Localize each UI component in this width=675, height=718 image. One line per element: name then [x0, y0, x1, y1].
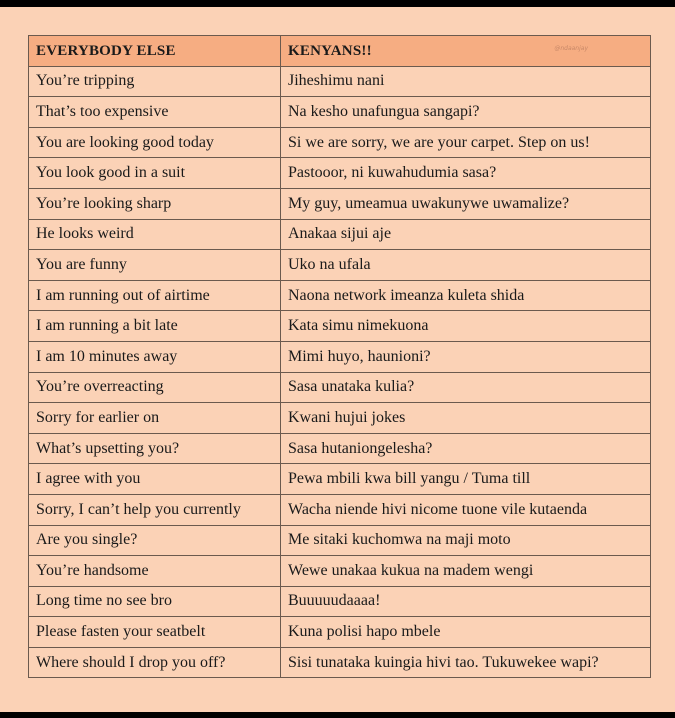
cell-everybody-else: Where should I drop you off? — [29, 647, 281, 678]
cell-everybody-else: Sorry for earlier on — [29, 403, 281, 434]
cell-kenyans: Kwani hujui jokes — [281, 403, 651, 434]
table-row — [29, 586, 651, 617]
cell-kenyans: Si we are sorry, we are your carpet. Step on us! — [281, 127, 651, 158]
cell-kenyans: Sasa unataka kulia? — [281, 372, 651, 403]
top-border — [0, 0, 675, 7]
cell-kenyans: Me sitaki kuchomwa na maji moto — [281, 525, 651, 556]
cell-kenyans: Sisi tunataka kuingia hivi tao. Tukuwekee wapi? — [281, 647, 651, 678]
header-everybody-else: EVERYBODY ELSE — [29, 36, 281, 67]
cell-kenyans: Kata simu nimekuona — [281, 311, 651, 342]
cell-kenyans: Anakaa sijui aje — [281, 219, 651, 250]
table-row — [29, 341, 651, 372]
cell-everybody-else: You’re tripping — [29, 66, 281, 97]
table-row — [29, 403, 651, 434]
table-row — [29, 464, 651, 495]
table-row — [29, 617, 651, 648]
cell-kenyans: Wacha niende hivi nicome tuone vile kutaenda — [281, 494, 651, 525]
table-row — [29, 433, 651, 464]
table-row — [29, 494, 651, 525]
table-row — [29, 311, 651, 342]
cell-kenyans: Uko na ufala — [281, 250, 651, 281]
cell-kenyans: My guy, umeamua uwakunywe uwamalize? — [281, 188, 651, 219]
table-row — [29, 556, 651, 587]
cell-everybody-else: I am running a bit late — [29, 311, 281, 342]
watermark: @ndaanjay — [554, 45, 588, 52]
cell-everybody-else: You’re looking sharp — [29, 188, 281, 219]
cell-everybody-else: I agree with you — [29, 464, 281, 495]
table-row — [29, 372, 651, 403]
table-row — [29, 219, 651, 250]
cell-kenyans: Na kesho unafungua sangapi? — [281, 97, 651, 128]
cell-everybody-else: You look good in a suit — [29, 158, 281, 189]
table-row — [29, 525, 651, 556]
cell-kenyans: Naona network imeanza kuleta shida — [281, 280, 651, 311]
cell-everybody-else: Sorry, I can’t help you currently — [29, 494, 281, 525]
cell-kenyans: Sasa hutaniongelesha? — [281, 433, 651, 464]
table-body — [29, 66, 651, 678]
table-row — [29, 647, 651, 678]
cell-everybody-else: Long time no see bro — [29, 586, 281, 617]
table-row — [29, 188, 651, 219]
phrase-comparison-table — [28, 35, 651, 678]
cell-everybody-else: Please fasten your seatbelt — [29, 617, 281, 648]
cell-everybody-else: You are looking good today — [29, 127, 281, 158]
cell-kenyans: Pewa mbili kwa bill yangu / Tuma till — [281, 464, 651, 495]
table-row — [29, 66, 651, 97]
table-header-row — [29, 36, 651, 67]
cell-everybody-else: You are funny — [29, 250, 281, 281]
cell-everybody-else: You’re handsome — [29, 556, 281, 587]
table-row — [29, 158, 651, 189]
cell-everybody-else: That’s too expensive — [29, 97, 281, 128]
header-kenyans-label: KENYANS!! — [288, 42, 372, 59]
cell-everybody-else: I am 10 minutes away — [29, 341, 281, 372]
table-row — [29, 127, 651, 158]
bottom-border — [0, 712, 675, 718]
cell-kenyans: Wewe unakaa kukua na madem wengi — [281, 556, 651, 587]
table-row — [29, 250, 651, 281]
header-kenyans — [281, 36, 651, 67]
cell-kenyans: Mimi huyo, haunioni? — [281, 341, 651, 372]
cell-kenyans: Pastooor, ni kuwahudumia sasa? — [281, 158, 651, 189]
table-row — [29, 280, 651, 311]
cell-everybody-else: What’s upsetting you? — [29, 433, 281, 464]
cell-everybody-else: I am running out of airtime — [29, 280, 281, 311]
cell-everybody-else: Are you single? — [29, 525, 281, 556]
cell-everybody-else: He looks weird — [29, 219, 281, 250]
cell-kenyans: Buuuuudaaaa! — [281, 586, 651, 617]
cell-kenyans: Jiheshimu nani — [281, 66, 651, 97]
table-row — [29, 97, 651, 128]
cell-everybody-else: You’re overreacting — [29, 372, 281, 403]
cell-kenyans: Kuna polisi hapo mbele — [281, 617, 651, 648]
